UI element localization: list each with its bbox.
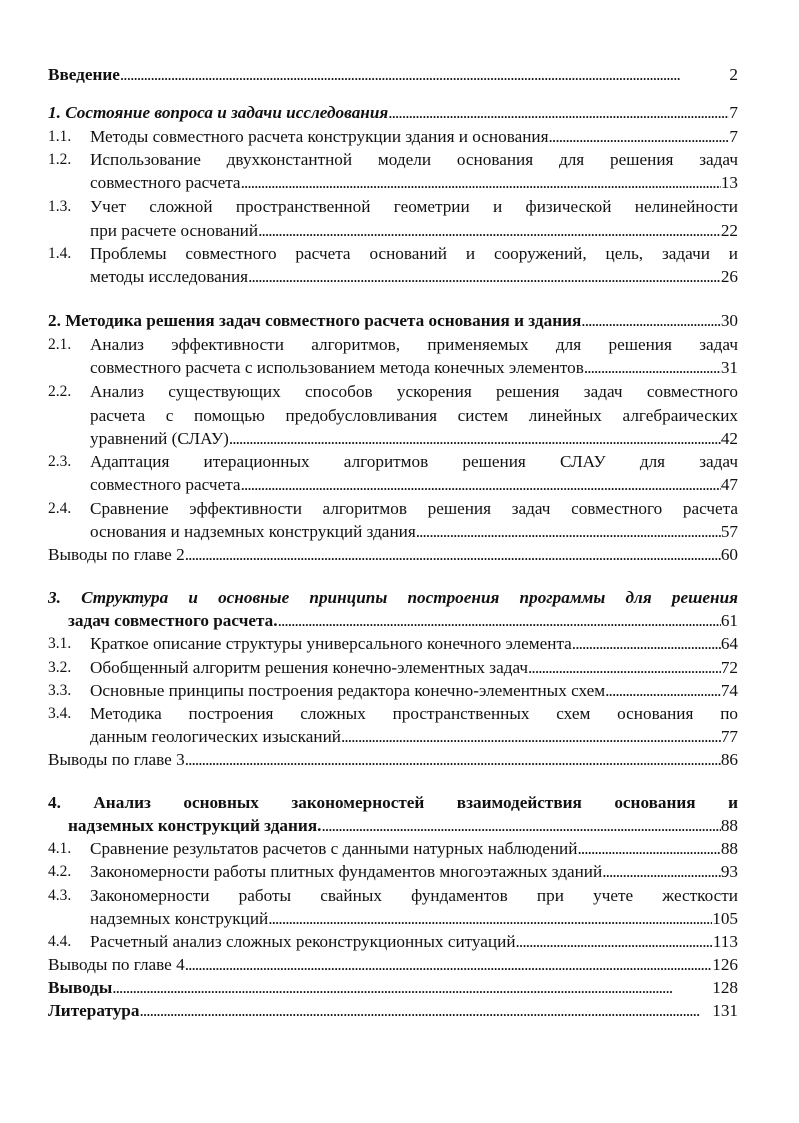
toc-section-2-1-cont[interactable] bbox=[48, 357, 738, 379]
section-title-line: основания и надземных конструкций здания bbox=[90, 522, 416, 541]
dot-leader bbox=[185, 749, 721, 771]
dot-leader bbox=[248, 266, 721, 288]
toc-section-2-4-cont[interactable] bbox=[48, 521, 738, 543]
dot-leader bbox=[120, 64, 730, 86]
toc-conclusions-3[interactable] bbox=[48, 749, 738, 771]
toc-page-number: 77 bbox=[720, 727, 738, 746]
section-title: Методы совместного расчета конструкции здания и основания bbox=[90, 127, 549, 146]
chapter-title-line: задач совместного расчета. bbox=[68, 611, 278, 630]
toc-entry-label: Выводы по главе 2 bbox=[48, 545, 185, 564]
section-number: 2.3. bbox=[48, 453, 72, 470]
toc-entry-label: Литература bbox=[48, 1001, 140, 1020]
toc-page-number: 47 bbox=[720, 475, 738, 494]
toc-section-3-4[interactable] bbox=[48, 703, 738, 725]
toc-section-2-4[interactable] bbox=[48, 498, 738, 520]
toc-section-2-2-cont2[interactable] bbox=[48, 428, 738, 450]
section-number: 4.4. bbox=[48, 933, 72, 950]
section-title-line: Методика построения сложных пространственных схем основания по bbox=[90, 704, 738, 723]
toc-page-number: 26 bbox=[720, 267, 738, 286]
toc-page-number: 86 bbox=[720, 750, 738, 769]
toc-page-number: 2 bbox=[729, 65, 738, 84]
dot-leader bbox=[602, 861, 721, 883]
toc-page-number: 30 bbox=[720, 311, 738, 330]
section-title-line: при расчете оснований bbox=[90, 221, 259, 240]
toc-conclusions-2[interactable] bbox=[48, 544, 738, 566]
toc-page-number: 105 bbox=[712, 909, 738, 928]
section-title-line: совместного расчета с использованием метода конечных элементов bbox=[90, 358, 584, 377]
toc-page-number: 72 bbox=[720, 658, 738, 677]
toc-page-number: 60 bbox=[720, 545, 738, 564]
toc-page-number: 7 bbox=[729, 127, 738, 146]
section-title: Расчетный анализ сложных реконструкционных ситуаций bbox=[90, 932, 516, 951]
toc-page-number: 88 bbox=[720, 816, 738, 835]
section-title-line: Адаптация итерационных алгоритмов решения СЛАУ для задач bbox=[90, 452, 738, 471]
toc-section-1-4[interactable] bbox=[48, 243, 738, 265]
section-number: 4.1. bbox=[48, 840, 72, 857]
section-title-line: Учет сложной пространственной геометрии и физической нелинейности bbox=[90, 197, 738, 216]
toc-entry-literature[interactable] bbox=[48, 1000, 738, 1022]
toc-page-number: 22 bbox=[720, 221, 738, 240]
toc-section-2-1[interactable] bbox=[48, 334, 738, 356]
toc-section-3-3[interactable] bbox=[48, 680, 738, 702]
dot-leader bbox=[577, 838, 720, 860]
dot-leader bbox=[278, 610, 721, 632]
section-number: 4.3. bbox=[48, 887, 72, 904]
toc-page-number: 31 bbox=[720, 358, 738, 377]
toc-section-3-2[interactable] bbox=[48, 657, 738, 679]
toc-section-2-2[interactable] bbox=[48, 381, 738, 403]
section-number: 1.1. bbox=[48, 128, 72, 145]
toc-chapter-1[interactable] bbox=[48, 102, 738, 124]
chapter-title-line: 3. Структура и основные принципы построения программы для решения bbox=[48, 588, 738, 607]
toc-entry-label: Выводы bbox=[48, 978, 113, 997]
toc-section-4-4[interactable] bbox=[48, 931, 738, 953]
section-title-line: данным геологических изысканий bbox=[90, 727, 341, 746]
toc-page-number: 13 bbox=[720, 173, 738, 192]
toc-section-3-1[interactable] bbox=[48, 633, 738, 655]
toc-entry-label: Выводы по главе 4 bbox=[48, 955, 185, 974]
toc-section-4-2[interactable] bbox=[48, 861, 738, 883]
section-number: 1.4. bbox=[48, 245, 72, 262]
dot-leader bbox=[185, 954, 713, 976]
dot-leader bbox=[241, 172, 721, 194]
toc-section-3-4-cont[interactable] bbox=[48, 726, 738, 748]
toc-section-2-2-cont[interactable] bbox=[48, 405, 738, 427]
toc-entry-label: Введение bbox=[48, 65, 120, 84]
section-number: 3.1. bbox=[48, 635, 72, 652]
section-title-line: Закономерности работы свайных фундаментов при учете жесткости bbox=[90, 886, 738, 905]
section-number: 3.3. bbox=[48, 682, 72, 699]
toc-section-4-3-cont[interactable] bbox=[48, 908, 738, 930]
toc-section-4-3[interactable] bbox=[48, 885, 738, 907]
toc-page-number: 126 bbox=[712, 955, 738, 974]
toc-page-number: 93 bbox=[720, 862, 738, 881]
toc-section-1-2[interactable] bbox=[48, 149, 738, 171]
toc-chapter-3[interactable] bbox=[48, 587, 738, 609]
chapter-title-line: 4. Анализ основных закономерностей взаимодействия основания и bbox=[48, 793, 738, 812]
toc-page-number: 88 bbox=[720, 839, 738, 858]
dot-leader bbox=[528, 657, 721, 679]
toc-chapter-3-cont[interactable] bbox=[48, 610, 738, 632]
section-number: 4.2. bbox=[48, 863, 72, 880]
dot-leader bbox=[605, 680, 721, 702]
section-number: 2.2. bbox=[48, 383, 72, 400]
chapter-title-line: надземных конструкций здания. bbox=[68, 816, 322, 835]
toc-chapter-4[interactable] bbox=[48, 792, 738, 814]
section-number: 3.4. bbox=[48, 705, 72, 722]
dot-leader bbox=[572, 633, 721, 655]
dot-leader bbox=[241, 474, 721, 496]
dot-leader bbox=[229, 428, 721, 450]
toc-chapter-4-cont[interactable] bbox=[48, 815, 738, 837]
section-number: 2.4. bbox=[48, 500, 72, 517]
section-title-line: Сравнение эффективности алгоритмов решения задач совместного расчета bbox=[90, 499, 738, 518]
section-number: 3.2. bbox=[48, 659, 72, 676]
section-title-line: расчета с помощью предобусловливания систем линейных алгебраических bbox=[90, 406, 738, 425]
section-number: 1.3. bbox=[48, 198, 72, 215]
toc-page-number: 113 bbox=[712, 932, 738, 951]
section-title-line: надземных конструкций bbox=[90, 909, 269, 928]
toc-section-1-3-cont[interactable] bbox=[48, 220, 738, 242]
chapter-title: 2. Методика решения задач совместного расчета основания и здания bbox=[48, 311, 582, 330]
toc-section-2-3-cont[interactable] bbox=[48, 474, 738, 496]
toc-section-1-4-cont[interactable] bbox=[48, 266, 738, 288]
section-title: Закономерности работы плитных фундаментов многоэтажных зданий bbox=[90, 862, 603, 881]
dot-leader bbox=[185, 544, 721, 566]
toc-page-number: 128 bbox=[712, 978, 738, 997]
section-title-line: совместного расчета bbox=[90, 173, 241, 192]
dot-leader bbox=[268, 908, 712, 930]
toc-page-number: 131 bbox=[712, 1001, 738, 1020]
toc-page-number: 57 bbox=[720, 522, 738, 541]
section-title-line: Проблемы совместного расчета оснований и сооружений, цель, задачи и bbox=[90, 244, 738, 263]
toc-section-2-3[interactable] bbox=[48, 451, 738, 473]
dot-leader bbox=[584, 357, 721, 379]
toc-page-number: 74 bbox=[720, 681, 738, 700]
toc-entry-conclusions[interactable] bbox=[48, 977, 738, 999]
toc-entry-label: Выводы по главе 3 bbox=[48, 750, 185, 769]
section-title-line: совместного расчета bbox=[90, 475, 241, 494]
section-number: 2.1. bbox=[48, 336, 72, 353]
dot-leader bbox=[341, 726, 721, 748]
toc-section-4-1[interactable] bbox=[48, 838, 738, 860]
dot-leader bbox=[388, 102, 729, 124]
toc-conclusions-4[interactable] bbox=[48, 954, 738, 976]
toc-chapter-2[interactable] bbox=[48, 310, 738, 332]
toc-section-1-1[interactable] bbox=[48, 126, 738, 148]
section-title: Краткое описание структуры универсального конечного элемента bbox=[90, 634, 572, 653]
toc-section-1-3[interactable] bbox=[48, 196, 738, 218]
toc-page-number: 64 bbox=[720, 634, 738, 653]
dot-leader bbox=[139, 1000, 712, 1022]
toc-page-number: 42 bbox=[720, 429, 738, 448]
section-title-line: Использование двухконстантной модели основания для решения задач bbox=[90, 150, 738, 169]
dot-leader bbox=[416, 521, 721, 543]
dot-leader bbox=[258, 220, 721, 242]
section-number: 1.2. bbox=[48, 151, 72, 168]
section-title-line: Анализ эффективности алгоритмов, применяемых для решения задач bbox=[90, 335, 738, 354]
dot-leader bbox=[112, 977, 712, 999]
section-title-line: уравнений (СЛАУ) bbox=[90, 429, 229, 448]
toc-section-1-2-cont[interactable] bbox=[48, 172, 738, 194]
toc-entry-intro[interactable] bbox=[48, 64, 738, 86]
dot-leader bbox=[321, 815, 720, 837]
dot-leader bbox=[516, 931, 713, 953]
chapter-title: 1. Состояние вопроса и задачи исследования bbox=[48, 103, 389, 122]
dot-leader bbox=[581, 310, 721, 332]
section-title: Обобщенный алгоритм решения конечно-элементных задач bbox=[90, 658, 529, 677]
section-title: Сравнение результатов расчетов с данными натурных наблюдений bbox=[90, 839, 578, 858]
section-title-line: методы исследования bbox=[90, 267, 249, 286]
toc-page-number: 7 bbox=[729, 103, 738, 122]
section-title: Основные принципы построения редактора конечно-элементных схем bbox=[90, 681, 606, 700]
dot-leader bbox=[549, 126, 730, 148]
toc-page-number: 61 bbox=[720, 611, 738, 630]
section-title-line: Анализ существующих способов ускорения решения задач совместного bbox=[90, 382, 738, 401]
